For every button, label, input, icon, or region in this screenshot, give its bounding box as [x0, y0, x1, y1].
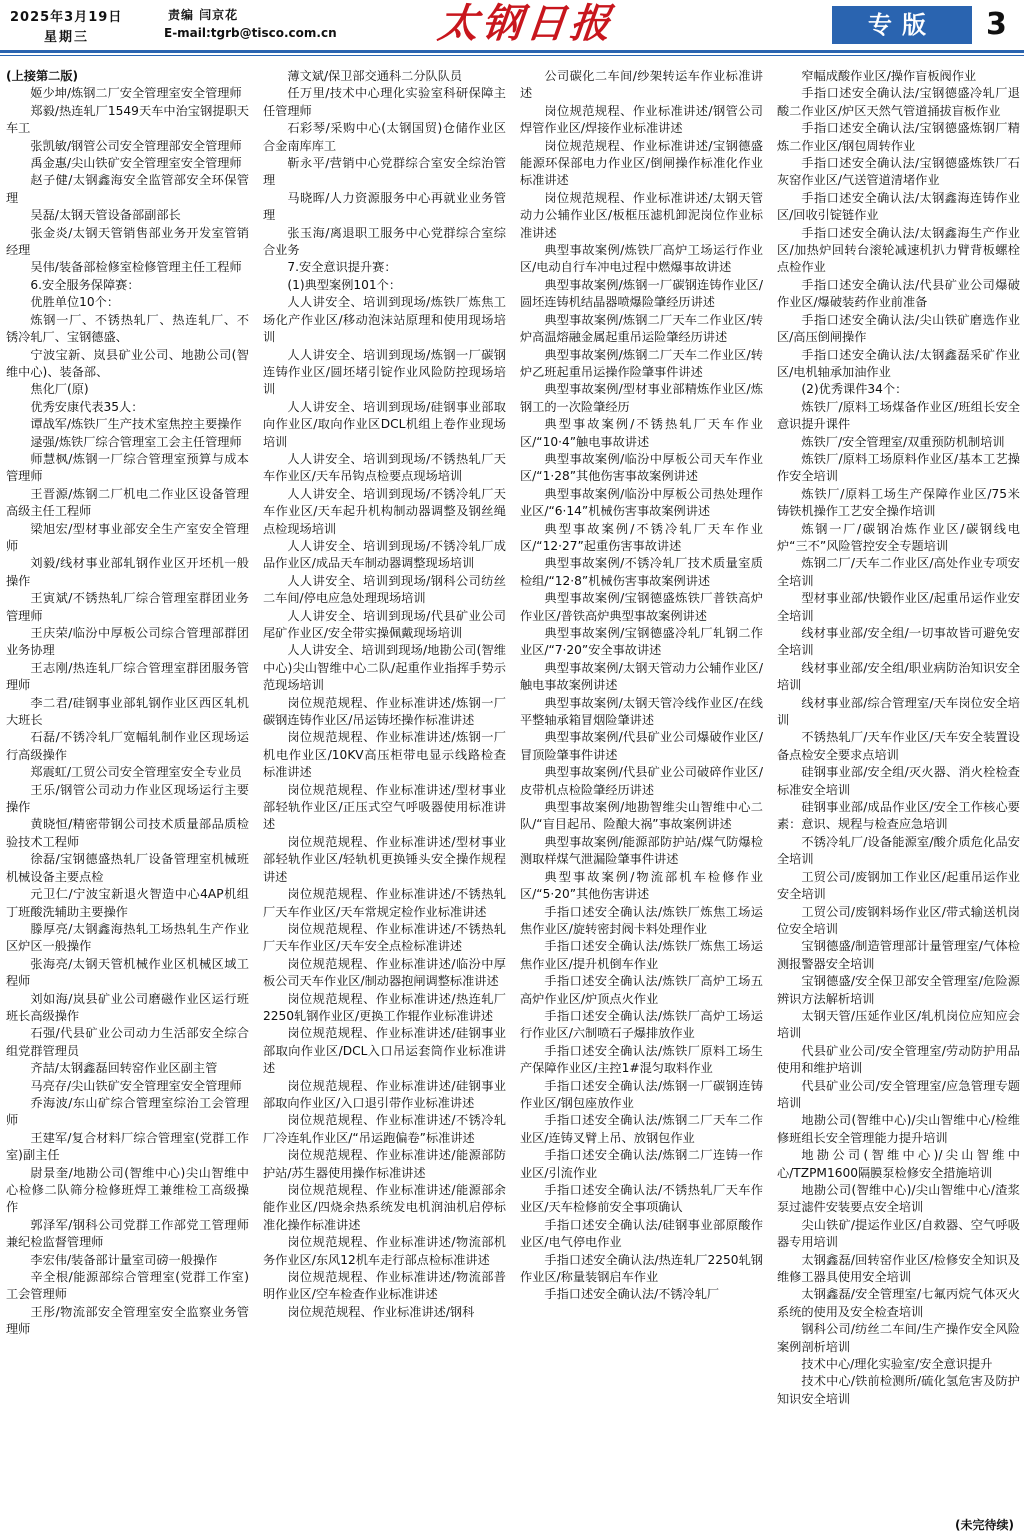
text-line: 典型事故案例/不锈冷轧厂天车作业区/“12·27”起重伤害事故讲述	[520, 521, 763, 553]
text-line: 炼钢一厂/碳钢冶炼作业区/碳钢线电炉“三不”风险管控安全专题培训	[777, 521, 1020, 553]
text-line: 典型事故案例/不锈冷轧厂技术质量室质检组/“12·8”机械伤害事故案例讲述	[520, 556, 763, 588]
text-line: 优胜单位10个：	[30, 295, 120, 310]
text-line: 典型事故案例/太钢天管动力公辅作业区/触电事故案例讲述	[520, 660, 763, 693]
text-line: 技术中心/铁前检测所/硫化氢危害及防护知识安全培训	[777, 1374, 1020, 1406]
text-line: 典型事故案例/太钢天管冷线作业区/在线平整轴承箱冒烟险肇讲述	[520, 695, 763, 728]
text-line: 地勘公司(智维中心)/尖山智维中心/TZPM1600隔膜泵检修安全措施培训	[777, 1148, 1020, 1180]
text-line: 典型事故案例/炼钢二厂天车二作业区/转炉乙班起重吊运操作险肇事件讲述	[520, 347, 763, 379]
text-line: 炼钢二厂/天车二作业区/高处作业专项安全培训	[777, 556, 1020, 588]
text-line: 手指口述安全确认法/不锈热轧厂天车作业区/天车检修前安全事项确认	[520, 1183, 763, 1215]
text-line: 不锈冷轧厂/设备能源室/酸介质危化品安全培训	[777, 834, 1020, 867]
text-line: 岗位规范规程、作业标准讲述/热连轧厂2250轧钢作业区/更换工作辊作业标准讲述	[263, 991, 506, 1023]
text-line: 典型事故案例/能源部防护站/煤气防爆检测取样煤气泄漏险肇事件讲述	[520, 834, 763, 867]
text-line: 型材事业部/快锻作业区/起重吊运作业安全培训	[777, 591, 1020, 623]
text-line: 典型事故案例/不锈热轧厂天车作业区/“10·4”触电事故讲述	[520, 417, 763, 449]
text-line: 马晓晖/人力资源服务中心再就业业务管理	[263, 190, 506, 223]
text-line: 手指口述安全确认法/炼铁厂高炉工场五高炉作业区/炉顶点火作业	[520, 974, 763, 1006]
text-line: 手指口述安全确认法/太钢鑫海生产作业区/加热炉回转台滚轮减速机扒力臂背板螺栓点检作业	[777, 225, 1020, 275]
text-line: 人人讲安全、培训到现场/不锈冷轧厂天车作业区/天车起升机构制动器调整及钢丝绳点检现场培训	[263, 486, 506, 536]
text-line: 炼铁厂/原料工场原料作业区/基本工艺操作安全培训	[777, 451, 1020, 484]
page-number: 3	[986, 7, 1007, 42]
text-line: 线材事业部/安全组/一切事故皆可避免安全培训	[777, 626, 1020, 658]
text-line: 张玉海/离退职工服务中心党群综合室综合业务	[263, 225, 506, 258]
text-line: (2)优秀课件34个：	[801, 382, 908, 397]
text-line: 人人讲安全、培训到现场/不锈冷轧厂成品作业区/成品天车制动器调整现场培训	[263, 538, 506, 571]
text-line: 薄文斌/保卫部交通科二分队队员	[287, 69, 463, 83]
text-line: 张凯敏/钢管公司安全管理部安全管理师	[30, 138, 242, 153]
text-line: 硅钢事业部/成品作业区/安全工作核心要素：意识、规程与检查应急培训	[777, 800, 1020, 832]
text-line: 尖山铁矿/提运作业区/自救器、空气呼吸器专用培训	[777, 1217, 1020, 1250]
text-line: 逯强/炼铁厂综合管理室工会主任管理师	[30, 434, 242, 449]
text-line: 岗位规范规程、作业标准讲述/炼钢一厂机电作业区/10KV高压柜带电显示线路检查标准讲述	[263, 730, 506, 780]
text-line: 不锈热轧厂/天车作业区/天车安全装置设备点检安全要求点培训	[777, 730, 1020, 762]
column-3	[520, 68, 763, 1530]
masthead	[0, 0, 1024, 66]
text-line: 典型事故案例/物流部机车检修作业区/“5·20”其他伤害讲述	[520, 869, 763, 902]
text-line: 6.安全服务保障赛：	[30, 277, 140, 292]
text-line: 手指口述安全确认法/尖山铁矿磨选作业区/高压倒闸操作	[777, 312, 1020, 345]
text-line: 宁波宝新、岚县矿业公司、地勘公司(智维中心)、装备部、	[6, 347, 249, 379]
text-line: 郭泽军/钢科公司党群工作部党工管理师兼纪检监督管理师	[6, 1217, 249, 1250]
text-line: (上接第二版)	[6, 69, 79, 83]
text-line: 手指口述安全确认法/宝钢德盛冷轧厂退酸二作业区/炉区天然气管道捅拔盲板作业	[777, 86, 1020, 118]
text-line: 手指口述安全确认法/炼钢二厂天车二作业区/连铸叉臂上吊、放钢包作业	[520, 1113, 763, 1145]
text-line: 炼铁厂/原料工场生产保障作业区/75米铸铁机操作工艺安全操作培训	[777, 486, 1020, 519]
text-line: 手指口述安全确认法/太钢鑫磊采矿作业区/电机轴承加油作业	[777, 347, 1020, 379]
text-line: 吴伟/装备部检修室检修管理主任工程师	[30, 260, 242, 275]
text-line: 岗位规范规程、作业标准讲述/不锈热轧厂天车作业区/天车安全点检标准讲述	[263, 921, 506, 954]
text-line: 手指口述安全确认法/炼钢一厂碳钢连铸作业区/钢包座放作业	[520, 1078, 763, 1110]
text-line: 手指口述安全确认法/代县矿业公司爆破作业区/爆破装药作业前准备	[777, 277, 1020, 310]
issue-weekday: 星期三	[44, 30, 90, 45]
text-line: 优秀安康代表35人：	[30, 399, 144, 414]
text-line: 典型事故案例/地勘智维尖山智维中心二队/“盲目起吊、险酿大祸”事故案例讲述	[520, 800, 763, 832]
text-line: 岗位规范规程、作业标准讲述/不锈冷轧厂冷连轧作业区/“吊运跑偏卷”标准讲述	[263, 1113, 506, 1145]
text-line: 宝钢德盛/制造管理部计量管理室/气体检测报警器安全培训	[777, 939, 1020, 971]
text-line: 靳永平/营销中心党群综合室安全综治管理	[263, 156, 506, 188]
text-line: 岗位规范规程、作业标准讲述/宝钢德盛能源环保部电力作业区/倒闸操作标准化作业标准讲述	[520, 138, 763, 188]
text-line: 典型事故案例/代县矿业公司爆破作业区/冒顶险肇事件讲述	[520, 730, 763, 762]
text-line: 岗位规范规程、作业标准讲述/钢科	[287, 1304, 475, 1319]
text-line: 岗位规范规程、作业标准讲述/钢管公司焊管作业区/焊接作业标准讲述	[520, 103, 763, 136]
text-line: 王乐/钢管公司动力作业区现场运行主要操作	[6, 782, 249, 815]
text-line: 徐磊/宝钢德盛热轧厂设备管理室机械班机械设备主要点检	[6, 852, 249, 884]
text-line: 岗位规范规程、作业标准讲述/临汾中厚板公司天车作业区/制动器抱闸调整标准讲述	[263, 956, 506, 989]
text-line: 岗位规范规程、作业标准讲述/硅钢事业部取向作业区/入口退引带作业标准讲述	[263, 1078, 506, 1110]
issue-date: 2025年3月19日	[10, 10, 123, 25]
text-line: 典型事故案例/炼钢二厂天车二作业区/转炉高温熔融金属起重吊运险肇经历讲述	[520, 312, 763, 345]
text-line: 任万里/技术中心理化实验室科研保障主任管理师	[263, 86, 506, 118]
text-line: 岗位规范规程、作业标准讲述/硅钢事业部取向作业区/DCL入口吊运套筒作业标准讲述	[263, 1026, 506, 1076]
text-line: 手指口述安全确认法/炼钢二厂连铸一作业区/引流作业	[520, 1148, 763, 1180]
header-rule	[0, 50, 1024, 53]
text-line: 李宏伟/装备部计量室司磅一般操作	[30, 1252, 218, 1267]
text-line: 人人讲安全、培训到现场/钢科公司纺丝二车间/停电应急处理现场培训	[263, 573, 506, 606]
text-line: 钢科公司/纺丝二车间/生产操作安全风险案例剖析培训	[777, 1322, 1020, 1354]
text-line: 手指口述安全确认法/炼铁厂高炉工场运行作业区/六制喷石子爆排放作业	[520, 1008, 763, 1041]
text-line: 硅钢事业部/安全组/灭火器、消火栓检查标准安全培训	[777, 765, 1020, 797]
text-line: 手指口述安全确认法/炼铁厂炼焦工场运焦作业区/提升机倒车作业	[520, 939, 763, 971]
text-line: 人人讲安全、培训到现场/代县矿业公司尾矿作业区/安全带实操佩戴现场培训	[263, 608, 506, 640]
text-line: 典型事故案例/炼钢一厂碳钢连铸作业区/圆坯连铸机结晶器喷爆险肇经历讲述	[520, 277, 763, 310]
text-line: 人人讲安全、培训到现场/硅钢事业部取向作业区/取向作业区DCL机组上卷作业现场培训	[263, 399, 506, 449]
text-line: 技术中心/理化实验室/安全意识提升	[801, 1357, 993, 1372]
text-line: 窄幅成酸作业区/操作盲板阀作业	[801, 69, 977, 83]
text-line: 岗位规范规程、作业标准讲述/炼钢一厂碳钢连铸作业区/吊运铸坯操作标准讲述	[263, 695, 506, 728]
text-line: 王建军/复合材料厂综合管理室(党群工作室)副主任	[6, 1130, 249, 1163]
text-line: 典型事故案例/型材事业部精炼作业区/炼钢工的一次险肇经历	[520, 382, 763, 414]
text-line: 王寅斌/不锈热轧厂综合管理室群团业务管理师	[6, 591, 249, 623]
text-line: 手指口述安全确认法/热连轧厂2250轧钢作业区/称量装钢启车作业	[520, 1252, 763, 1285]
column-1	[6, 68, 249, 1530]
text-line: 人人讲安全、培训到现场/炼钢一厂碳钢连铸作业区/圆坯堵引锭作业风险防控现场培训	[263, 347, 506, 397]
text-line: 张海亮/太钢天管机械作业区机械区域工程师	[6, 956, 249, 989]
text-line: 禹金惠/尖山铁矿安全管理室安全管理师	[30, 156, 242, 171]
text-line: 刘如海/岚县矿业公司磨磁作业区运行班班长高级操作	[6, 991, 249, 1023]
text-line: 谭战军/炼铁厂生产技术室焦控主要操作	[30, 417, 242, 432]
section-label: 专版	[832, 6, 972, 44]
text-line: 工贸公司/废钢料场作业区/带式输送机岗位安全培训	[777, 904, 1020, 936]
text-line: 手指口述安全确认法/炼铁厂炼焦工场运焦作业区/旋转密封阀卡料处理作业	[520, 904, 763, 936]
text-line: 7.安全意识提升赛：	[287, 260, 397, 275]
text-line: 典型事故案例/宝钢德盛冷轧厂轧钢二作业区/“7·20”安全事故讲述	[520, 626, 763, 658]
text-line: 郑毅/热连轧厂1549天车中治宝钢提职天车工	[6, 103, 249, 136]
text-line: 典型事故案例/代县矿业公司破碎作业区/皮带机点检险肇经历讲述	[520, 765, 763, 797]
text-line: 石磊/不锈冷轧厂宽幅轧制作业区现场运行高级操作	[6, 730, 249, 762]
text-line: 李二君/硅钢事业部轧钢作业区西区轧机大班长	[6, 695, 249, 728]
text-line: 乔海波/东山矿综合管理室综治工会管理师	[6, 1095, 249, 1128]
text-line: 齐喆/太钢鑫磊回转窑作业区副主管	[30, 1061, 218, 1076]
text-line: 岗位规范规程、作业标准讲述/能源部防护站/苏生器使用操作标准讲述	[263, 1148, 506, 1180]
text-line: 岗位规范规程、作业标准讲述/型材事业部轻轨作业区/正压式空气呼吸器使用标准讲述	[263, 782, 506, 832]
text-line: 公司碳化二车间/纱架转运车作业标准讲述	[520, 69, 763, 101]
text-line: 手指口述安全确认法/宝钢德盛炼钢厂精炼二作业区/钢包周转作业	[777, 121, 1020, 153]
text-line: 炼铁厂/安全管理室/双重预防机制培训	[801, 434, 1005, 449]
text-line: 典型事故案例/宝钢德盛炼铁厂普铁高炉作业区/普铁高炉典型事故案例讲述	[520, 591, 763, 623]
text-line: 宝钢德盛/安全保卫部安全管理室/危险源辨识方法解析培训	[777, 974, 1020, 1006]
text-line: 线材事业部/安全组/职业病防治知识安全培训	[777, 660, 1020, 693]
text-line: 尉景奎/地勘公司(智维中心)尖山智维中心检修二队筛分检修班焊工兼维检工高级操作	[6, 1165, 249, 1215]
text-line: 岗位规范规程、作业标准讲述/物流部普明作业区/空车检查作业标准讲述	[263, 1270, 506, 1302]
text-line: 岗位规范规程、作业标准讲述/不锈热轧厂天车作业区/天车常规定检作业标准讲述	[263, 887, 506, 919]
text-line: (1)典型案例101个：	[287, 277, 402, 292]
text-line: 地勘公司(智维中心)/尖山智维中心/渣浆泵过滤件安装要点安全培训	[777, 1183, 1020, 1215]
article-body	[6, 68, 1020, 1530]
text-line: 岗位规范规程、作业标准讲述/太钢天管动力公辅作业区/板框压滤机卸泥岗位作业标准讲述	[520, 190, 763, 240]
text-line: 手指口述安全确认法/太钢鑫海连铸作业区/回收引锭链作业	[777, 190, 1020, 223]
text-line: 典型事故案例/临汾中厚板公司天车作业区/“1·28”其他伤害事故案例讲述	[520, 451, 763, 484]
text-line: 辛全根/能源部综合管理室(党群工作室)工会管理师	[6, 1270, 249, 1302]
text-line: 师慧枫/炼钢一厂综合管理室预算与成本管理师	[6, 451, 249, 484]
text-line: 刘毅/线材事业部轧钢作业区开坯机一般操作	[6, 556, 249, 588]
text-line: 姬少坤/炼钢二厂安全管理室安全管理师	[30, 86, 242, 101]
text-line: 元卫仁/宁波宝新退火智造中心4AP机组丁班酸洗辅助主要操作	[6, 887, 249, 919]
text-line: 黄晓恒/精密带钢公司技术质量部品质检验技术工程师	[6, 817, 249, 849]
text-line: 太钢鑫磊/安全管理室/七氟丙烷气体灭火系统的使用及安全检查培训	[777, 1287, 1020, 1319]
text-line: 焦化厂(原)	[30, 382, 89, 397]
text-line: 人人讲安全、培训到现场/炼铁厂炼焦工场化产作业区/移动泡沫站原理和使用现场培训	[263, 295, 506, 345]
text-line: 岗位规范规程、作业标准讲述/物流部机务作业区/东风12机车走行部点检标准讲述	[263, 1235, 506, 1267]
text-line: 工贸公司/废钢加工作业区/起重吊运作业安全培训	[777, 869, 1020, 902]
text-line: 典型事故案例/临汾中厚板公司热处理作业区/“6·14”机械伤害事故案例讲述	[520, 486, 763, 519]
text-line: 王晋源/炼钢二厂机电二作业区设备管理高级主任工程师	[6, 486, 249, 519]
column-2	[263, 68, 506, 1530]
newspaper-logo: 太钢日报	[435, 0, 617, 47]
editor-credit: 责编 闫京花	[168, 8, 239, 22]
continued-note: (未完待续)	[955, 1518, 1014, 1532]
text-line: 马亮存/尖山铁矿安全管理室安全管理师	[30, 1078, 242, 1093]
text-line: 王彤/物流部安全管理室安全监察业务管理师	[6, 1304, 249, 1337]
text-line: 代县矿业公司/安全管理室/劳动防护用品使用和维护培训	[777, 1043, 1020, 1076]
contact-email: E-mail:tgrb@tisco.com.cn	[164, 26, 337, 40]
text-line: 线材事业部/综合管理室/天车岗位安全培训	[777, 695, 1020, 728]
text-line: 手指口述安全确认法/不锈冷轧厂	[544, 1287, 720, 1302]
column-4	[777, 68, 1020, 1530]
text-line: 岗位规范规程、作业标准讲述/能源部余能作业区/四烧余热系统发电机润油机启停标准化操作标准讲述	[263, 1183, 506, 1232]
text-line: 人人讲安全、培训到现场/不锈热轧厂天车作业区/天车吊钩点检要点现场培训	[263, 451, 506, 484]
text-line: 太钢鑫磊/回转窑作业区/检修安全知识及维修工器具使用安全培训	[777, 1252, 1020, 1285]
text-line: 王庆荣/临汾中厚板公司综合管理部群团业务协理	[6, 626, 249, 658]
text-line: 手指口述安全确认法/宝钢德盛炼铁厂石灰窑作业区/气送管道清堵作业	[777, 156, 1020, 188]
text-line: 石强/代县矿业公司动力生活部安全综合组党群管理员	[6, 1026, 249, 1058]
text-line: 代县矿业公司/安全管理室/应急管理专题培训	[777, 1078, 1020, 1110]
text-line: 滕厚亮/太钢鑫海热轧工场热轧生产作业区炉区一般操作	[6, 921, 249, 954]
header-rule-thin	[0, 55, 1024, 56]
text-line: 张金炎/太钢天管销售部业务开发室管销经理	[6, 225, 249, 258]
text-line: 王志刚/热连轧厂综合管理室群团服务管理师	[6, 660, 249, 693]
text-line: 地勘公司(智维中心)/尖山智维中心/检维修班组长安全管理能力提升培训	[777, 1113, 1020, 1145]
text-line: 太钢天管/压延作业区/轧机岗位应知应会培训	[777, 1008, 1020, 1041]
text-line: 吴磊/太钢天管设备部副部长	[30, 208, 181, 223]
text-line: 炼钢一厂、不锈热轧厂、热连轧厂、不锈冷轧厂、宝钢德盛、	[6, 312, 249, 345]
text-line: 岗位规范规程、作业标准讲述/型材事业部轻轨作业区/轻轨机更换锤头安全操作规程讲述	[263, 834, 506, 884]
text-line: 人人讲安全、培训到现场/地勘公司(智维中心)尖山智维中心二队/起重作业指挥手势示范现场培训	[263, 643, 506, 693]
text-line: 炼铁厂/原料工场煤备作业区/班组长安全意识提升课件	[777, 399, 1020, 432]
text-line: 梁旭宏/型材事业部安全生产室安全管理师	[6, 521, 249, 553]
text-line: 赵子健/太钢鑫海安全监管部安全环保管理	[6, 173, 249, 205]
text-line: 典型事故案例/炼铁厂高炉工场运行作业区/电动自行车冲电过程中燃爆事故讲述	[520, 243, 763, 275]
text-line: 手指口述安全确认法/硅钢事业部原酸作业区/电气停电作业	[520, 1217, 763, 1250]
text-line: 郑震虹/工贸公司安全管理室安全专业员	[30, 765, 242, 780]
text-line: 石彩琴/采购中心(太钢国贸)仓储作业区合金南库库工	[263, 121, 506, 153]
text-line: 手指口述安全确认法/炼铁厂原料工场生产保障作业区/主控1#混匀取料作业	[520, 1043, 763, 1076]
